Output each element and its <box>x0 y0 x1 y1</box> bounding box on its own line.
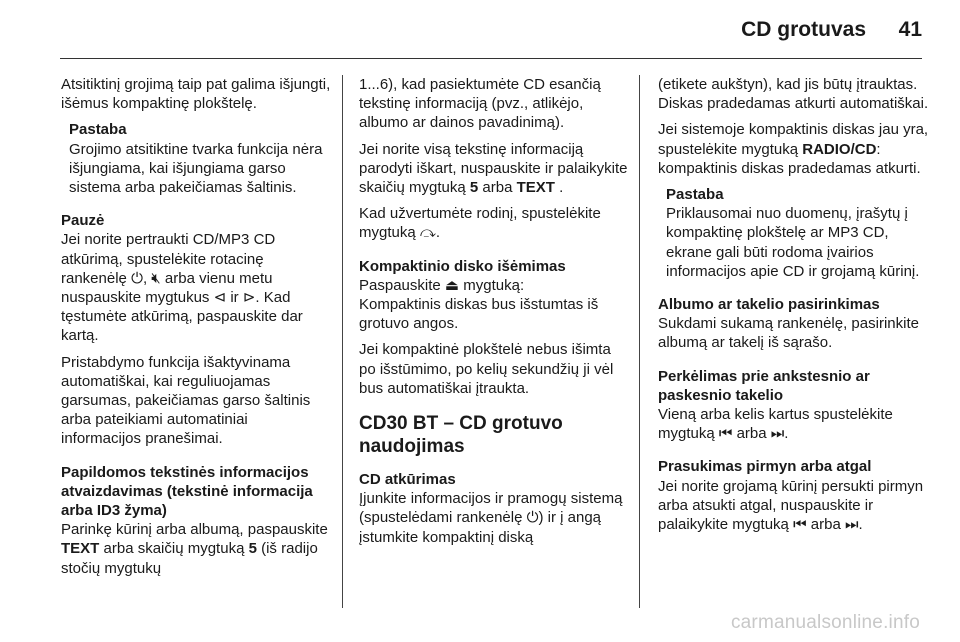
heading-pause: Pauzė <box>61 212 105 230</box>
page-header <box>0 0 960 58</box>
paragraph-fast-forward: Jei norite grojamą kūrinį persukti pirmyn arba atsukti atgal, nuspauskite ir palaikykite mygtuką ⏮ arba ⏭. <box>658 477 924 534</box>
text-button-label: TEXT <box>61 540 100 558</box>
seek-up-icon: ⊲ <box>213 289 227 307</box>
paragraph-auto-pause: Pristabdymo funkcija išaktyvinama automatiškai, kai reguliuojamas garsumas, pakeičiamas garso šaltinis arba pateikiami automatiniai informacijos pranešimai. <box>61 353 311 448</box>
next-track-icon: ⏭ <box>844 516 859 534</box>
heading-eject: Kompaktinio disko išėmimas <box>359 257 566 275</box>
text-button-label: TEXT <box>516 179 555 197</box>
heading-album: Albumo ar takelio pasirinkimas <box>658 296 880 314</box>
column-1 <box>61 75 331 585</box>
paragraph-close-display: Kad užvertumėte rodinį, spustelėkite mygtuką ⤼. <box>359 205 601 242</box>
next-track-icon: ⏭ <box>770 425 785 443</box>
paragraph-insert: (etikete aukštyn), kad jis būtų įtrauktas. Diskas pradedamas atkurti automatiškai. <box>658 76 929 113</box>
back-icon: ⤼ <box>419 224 436 242</box>
column-2 <box>359 75 629 554</box>
note-title: Pastaba <box>69 121 127 139</box>
seek-down-icon: ⊳ <box>242 289 256 307</box>
paragraph-shuffle-off: Atsitiktinį grojimą taip pat galima išjungti, išėmus kompaktinę plokštelę. <box>61 76 331 113</box>
paragraph-album: Sukdami sukamą rankenėlę, pasirinkite albumą ar takelį iš sąrašo. <box>658 315 919 352</box>
note-block <box>69 120 331 197</box>
paragraph-prev-next: Vieną arba kelis kartus spustelėkite mygtuką ⏮ arba ⏭. <box>658 406 893 443</box>
prev-track-icon: ⏮ <box>793 516 807 534</box>
paragraph-text-all: Jei norite visą tekstinę informaciją parodyti iškart, nuspauskite ir palaikykite skaičių mygtuką 5 arba TEXT . <box>359 140 628 197</box>
column-divider-1 <box>342 75 343 608</box>
note-text: Grojimo atsitiktine tvarka funkcija nėra išjungiama, kai išjungiama garso sistema arba pakeičiamas šaltinis. <box>69 140 323 197</box>
mute-icon: 🔇︎ <box>151 269 161 287</box>
heading-prev-next: Perkėlimas prie ankstesnio ar paskesnio takelio <box>658 367 870 404</box>
watermark: carmanualsonline.info <box>730 612 920 633</box>
eject-icon: ⏏ <box>444 276 460 294</box>
heading-fast-forward: Prasukimas pirmyn arba atgal <box>658 458 872 476</box>
note-block <box>666 185 933 281</box>
paragraph-eject: Paspauskite ⏏ mygtuką: Kompaktinis diskas bus išstumtas iš grotuvo angos. <box>359 276 599 333</box>
paragraph-pause: Jei norite pertraukti CD/MP3 CD atkūrimą, spustelėkite rotacinę rankenėlę ⏻, 🔇︎ arba vienu metu nuspauskite mygtukus ⊲ ir ⊳. Kad tęstumėte atkūrimą, paspauskite dar kartą. <box>61 231 303 345</box>
note-text: Priklausomai nuo duomenų, įrašytų į kompaktinę plokštelę ar MP3 CD, ekrane gali būti rodoma įvairios informacijos apie CD ir grojamą kūrinį. <box>666 205 920 280</box>
page-title: CD grotuvas <box>741 18 866 41</box>
column-divider-2 <box>639 75 640 608</box>
column-3 <box>658 75 933 541</box>
section-title: CD30 BT – CD grotuvo naudojimas <box>359 413 563 458</box>
power-knob-icon: ⏻ <box>526 509 539 527</box>
prev-track-icon: ⏮ <box>718 425 733 443</box>
heading-play: CD atkūrimas <box>359 471 456 489</box>
page-number: 41 <box>898 18 922 41</box>
heading-extra-text: Papildomos tekstinės informacijos atvaizdavimas (tekstinė informacija arba ID3 žyma) <box>61 463 313 520</box>
header-divider <box>60 58 922 59</box>
paragraph-play: Įjunkite informacijos ir pramogų sistemą (spustelėdami rankenėlę ⏻) ir į angą įstumkite kompaktinį diską <box>359 490 623 546</box>
paragraph-extra-text: Parinkę kūrinį arba albumą, paspauskite TEXT arba skaičių mygtuką 5 (iš radijo stočių mygtukų <box>61 521 328 577</box>
power-knob-icon: ⏻ <box>131 269 143 287</box>
paragraph-radio-cd: Jei sistemoje kompaktinis diskas jau yra, spustelėkite mygtuką RADIO/CD: kompaktinis diskas pradedamas atkurti. <box>658 121 929 177</box>
paragraph-text-info: 1...6), kad pasiektumėte CD esančią tekstinę informaciją (pvz., atlikėjo, albumo ar dainos pavadinimą). <box>359 76 601 132</box>
radio-cd-button-label: RADIO/CD <box>802 140 877 158</box>
note-title: Pastaba <box>666 186 724 204</box>
paragraph-eject-retract: Jei kompaktinė plokštelė nebus išimta po išstūmimo, po kelių sekundžių ji vėl bus automatiškai įtraukta. <box>359 341 614 397</box>
